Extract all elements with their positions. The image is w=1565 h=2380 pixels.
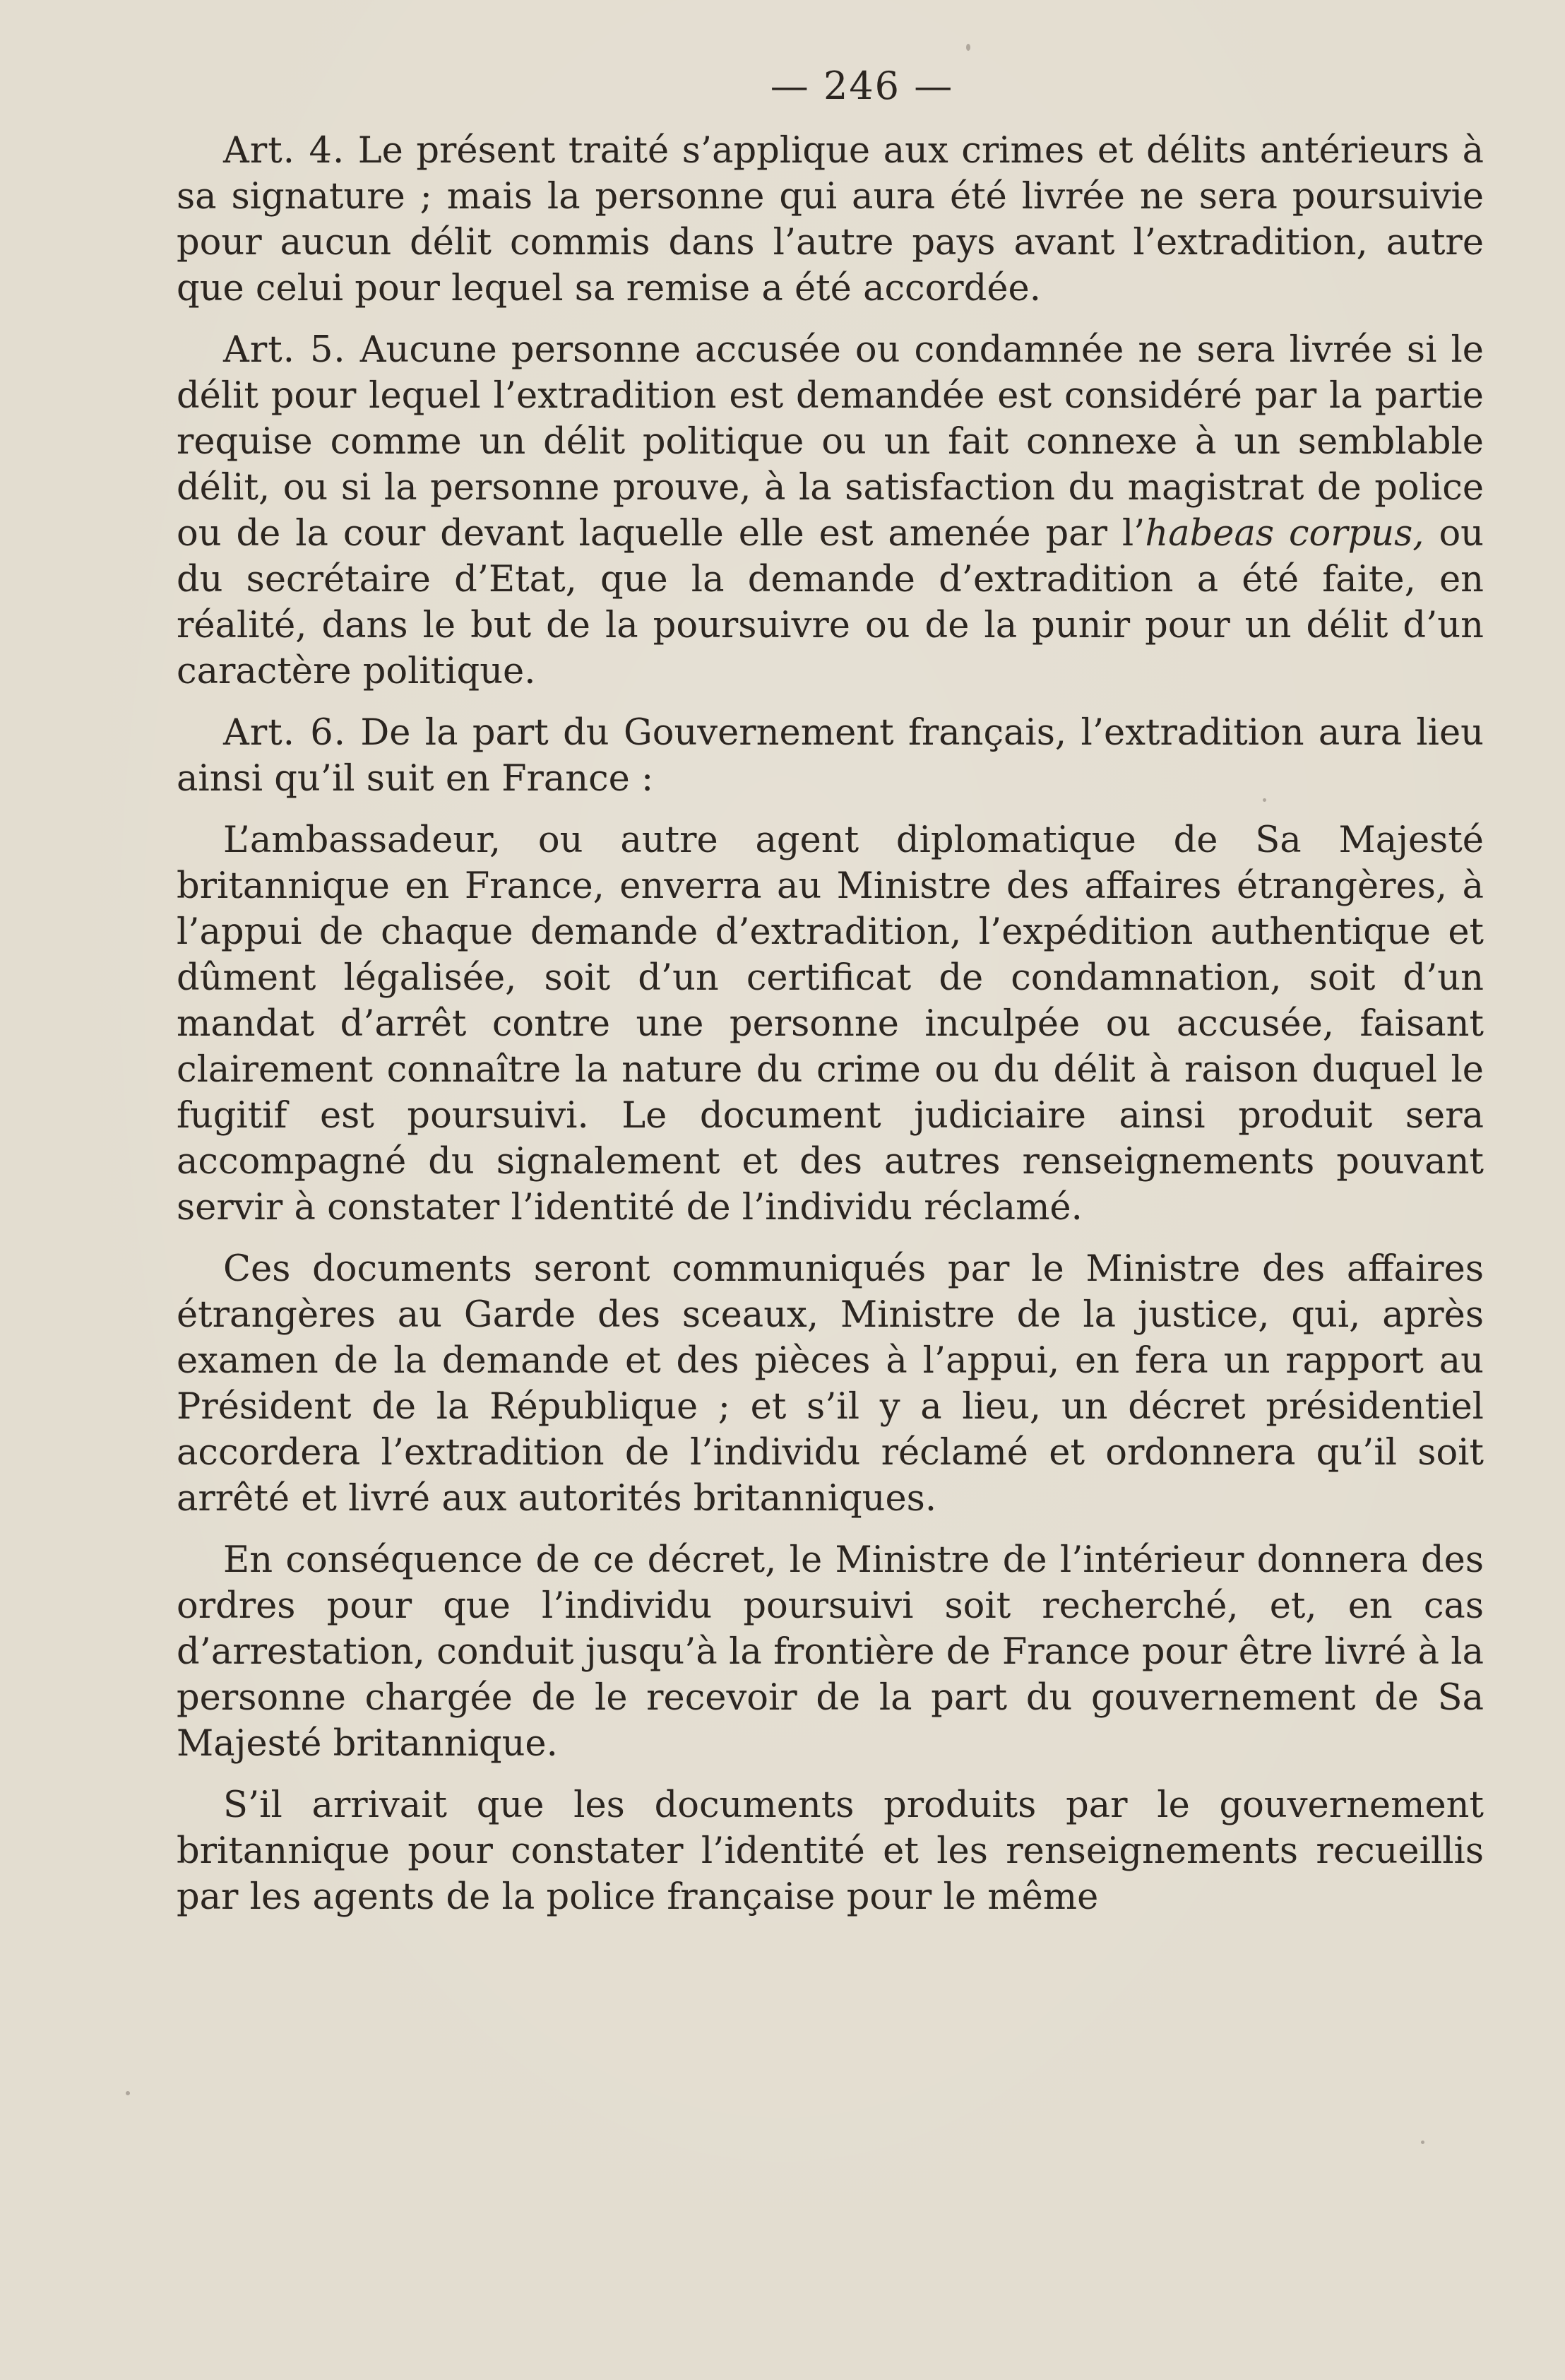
- paragraph-text: ou du secrétaire d’Etat, que la demande d’extradition a été faite, en réalité, dans le but de la poursuivre ou de la punir pour un délit d’un caractère politique.: [177, 513, 1484, 692]
- paragraph-text: De la part du Gouvernement français, l’extradition aura lieu ainsi qu’il suit en France :: [177, 712, 1484, 800]
- paragraph-text: Le présent traité s’applique aux crimes et délits antérieurs à sa signature ; mais la personne qui aura été livrée ne sera poursuivie pour aucun délit commis dans l’autre pays avant l’extradition, autre que celui pour lequel sa remise a été accordée.: [177, 130, 1484, 309]
- paragraph: En conséquence de ce décret, le Ministre de l’intérieur donnera des ordres pour que l’individu poursuivi soit recherché, et, en cas d’arrestation, conduit jusqu’à la frontière de France pour être livré à la personne chargée de le recevoir de la part du gouvernement de Sa Majesté britannique.: [177, 1539, 1484, 1765]
- paragraph-art-6: [177, 710, 1484, 802]
- article-label: Art. 5.: [223, 329, 346, 371]
- body-text: [177, 128, 1484, 1920]
- paragraph: S’il arrivait que les documents produits par le gouvernement britannique pour constater l’identité et les renseignements recueillis par les agents de la police française pour le même: [177, 1784, 1484, 1918]
- paragraph: L’ambassadeur, ou autre agent diplomatique de Sa Majesté britannique en France, enverra au Ministre des affaires étrangères, à l’appui de chaque demande d’extradition, l’expédition authentique et dûment légalisée, soit d’un certificat de condamnation, soit d’un mandat d’arrêt contre une personne inculpée ou accusée, faisant clairement connaître la nature du crime ou du délit à raison duquel le fugitif est poursuivi. Le document judiciaire ainsi produit sera accompagné du signalement et des autres renseignements pouvant servir à constater l’identité de l’individu réclamé.: [177, 819, 1484, 1229]
- page-number: — 246 —: [770, 64, 954, 108]
- article-label: Art. 6.: [223, 712, 346, 754]
- paper-speck: [1421, 2141, 1424, 2144]
- article-label: Art. 4.: [223, 130, 345, 172]
- italic-term: habeas corpus,: [1145, 513, 1424, 555]
- paragraph-art-4: [177, 128, 1484, 312]
- paragraph: Ces documents seront communiqués par le Ministre des affaires étrangères au Garde des sceaux, Ministre de la justice, qui, après examen de la demande et des pièces à l’appui, en fera un rapport au Président de la République ; et s’il y a lieu, un décret présidentiel accordera l’extradition de l’individu réclamé et ordonnera qu’il soit arrêté et livré aux autorités britanniques.: [177, 1248, 1484, 1520]
- paragraph-text: Aucune personne accusée ou condamnée ne sera livrée si le délit pour lequel l’extradition est demandée est considéré par la partie requise comme un délit politique ou un fait connexe à un semblable délit, ou si la personne prouve, à la satisfaction du magistrat de police ou de la cour devant laquelle elle est amenée par l’: [177, 329, 1484, 555]
- paragraph-art-5: [177, 327, 1484, 694]
- paper-speck: [966, 44, 970, 51]
- paper-speck: [1263, 798, 1266, 802]
- paper-speck: [126, 2091, 130, 2095]
